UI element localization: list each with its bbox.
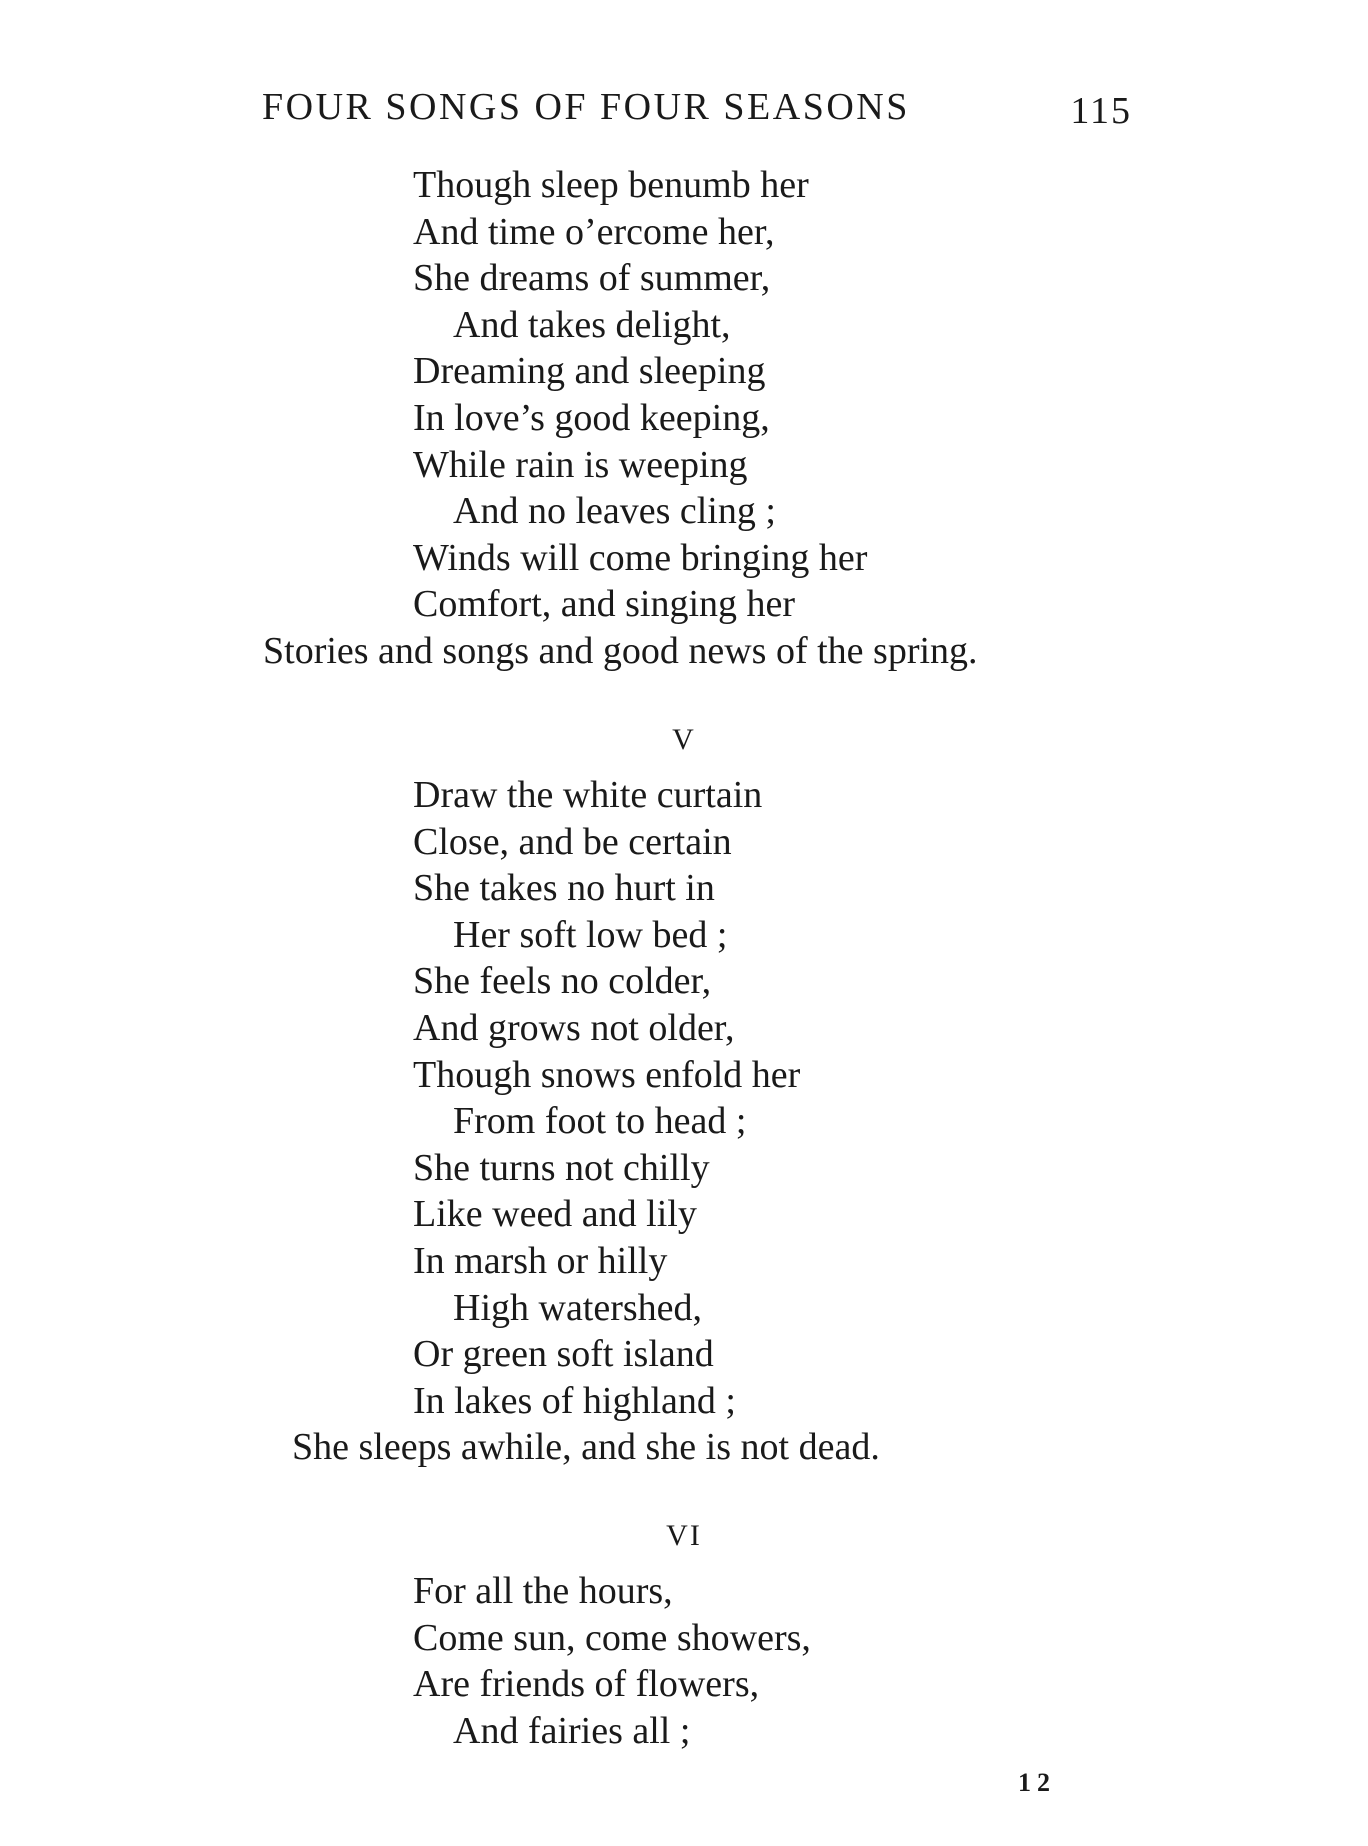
verse-line: In love’s good keeping,	[413, 396, 770, 439]
stanza-vi	[413, 1568, 1173, 1754]
verse-line: She turns not chilly	[413, 1146, 710, 1189]
verse-line: Though snows enfold her	[413, 1053, 801, 1096]
verse-line: Stories and songs and good news of the spring.	[263, 629, 978, 672]
verse-line: Or green soft island	[413, 1333, 714, 1376]
verse-line: She feels no colder,	[413, 960, 712, 1003]
verse-line: Are friends of flowers,	[413, 1663, 760, 1706]
verse-line: In lakes of highland ;	[413, 1379, 736, 1422]
verse-line: And no leaves cling ;	[453, 490, 776, 533]
verse-line: She takes no hurt in	[413, 867, 715, 910]
verse-line: Close, and be certain	[413, 820, 732, 863]
verse-line: From foot to head ;	[453, 1100, 747, 1143]
verse-line: Come sun, come showers,	[413, 1616, 811, 1659]
verse-line: Like weed and lily	[413, 1193, 697, 1236]
verse-line: Though sleep benumb her	[413, 164, 809, 206]
signature-mark: 12	[1018, 1768, 1056, 1797]
section-number-v: V	[672, 723, 696, 756]
verse-line: Winds will come bringing her	[413, 536, 868, 579]
verse-line: And grows not older,	[413, 1006, 735, 1049]
verse-line: And time o’ercome her,	[413, 210, 775, 253]
verse-line: And fairies all ;	[453, 1709, 691, 1752]
verse-line: Comfort, and singing her	[413, 583, 796, 626]
verse-line: Her soft low bed ;	[453, 913, 728, 956]
verse-line: And takes delight,	[453, 303, 731, 346]
verse-line: She sleeps awhile, and she is not dead.	[292, 1426, 880, 1469]
verse-line: She dreams of summer,	[413, 257, 771, 300]
running-title: FOUR SONGS OF FOUR SEASONS	[262, 86, 910, 128]
verse-line: High watershed,	[453, 1286, 703, 1329]
page-number: 115	[1070, 90, 1132, 132]
running-head	[262, 82, 1132, 132]
verse-line: While rain is weeping	[413, 443, 748, 486]
verse-line: In marsh or hilly	[413, 1239, 668, 1282]
verse-line: Draw the white curtain	[413, 774, 763, 816]
verse-line: Dreaming and sleeping	[413, 350, 766, 393]
verse-line: For all the hours,	[413, 1570, 673, 1612]
stanza-v	[292, 772, 1173, 1471]
stanza-continued	[263, 162, 1173, 675]
section-number-vi: VI	[666, 1519, 702, 1552]
